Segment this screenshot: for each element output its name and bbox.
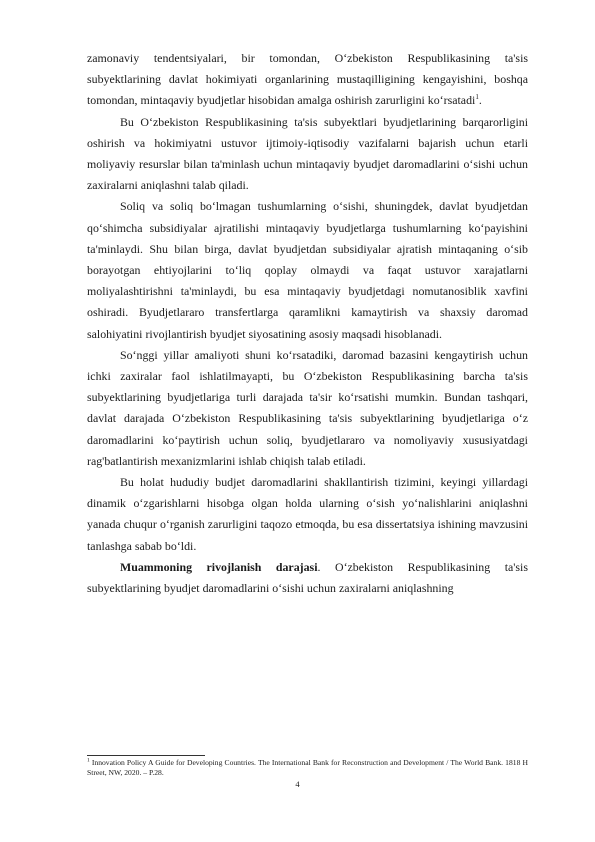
paragraph: So‘nggi yillar amaliyoti shuni ko‘rsatadiki, daromad bazasini kengaytirish uchun ichki zaxiralar faol ishlatilmayapti, bu O‘zbekiston Respublikasining barcha ta'sis subyektlarining byudjetlariga turli darajada ta'sir ko‘rsatishi mumkin. Bundan tashqari, davlat darajada O‘zbekiston Respublikasining ta'sis subyektlarining byudjetlariga o‘z daromadlarini ko‘paytirish uchun soliq, byudjetlararo va nomoliyaviy xususiyatdagi rag'batlantirish mexanizmlarini ishlab chiqish talab etiladi. — [87, 347, 528, 468]
footnote — [87, 758, 528, 779]
paragraph-text: zamonaviy tendentsiyalari, bir tomondan, O‘zbekiston Respublikasining ta'sis subyektlarining davlat hokimiyati organlarining mustaqilligining kengayishini, boshqa tomondan, mintaqaviy byudjetlar hisobidan amalga oshirish zarurligini ko‘rsatadi — [87, 51, 528, 108]
paragraph: Soliq va soliq bo‘lmagan tushumlarning o‘sishi, shuningdek, davlat byudjetdan qo‘shimcha subsidiyalar ajratilishi mintaqaviy byudjetlarga tushumlarning ko‘payishini ta'minlaydi. Shu bilan birga, davlat byudjetdan subsidiyalar ajratish mintaqaning o‘sib borayotgan ehtiyojlarini to‘liq qoplay olmaydi va faqat ustuvor xarajatlarni moliyalashtirishni ta'minlaydi, bu esa mintaqaviy byudjetdagi nomutanosiblik xavfini oshiradi. Byudjetlararo transfertlarga qaramlikni kamaytirish va shaxsiy daromad salohiyatini rivojlantirish byudjet siyosatining asosiy maqsadi hisoblanadi. — [87, 199, 528, 341]
paragraph: Bu holat hududiy budjet daromadlarini shakllantirish tizimini, keyingi yillardagi dinamik o‘zgarishlarni hisobga olgan holda ularning o‘sish yo‘nalishlarini aniqlashni yanada chuqur o‘rganish zarurligini taqozo etmoqda, bu esa dissertatsiya ishining mavzusini tanlashga sabab bo‘ldi. — [87, 475, 528, 553]
footnote-text: Innovation Policy A Guide for Developing Countries. The International Bank for Reconstruction and Development / The World Bank. 1818 H Street, NW, 2020. – P.28. — [87, 758, 528, 778]
page-number: 4 — [295, 779, 300, 789]
paragraph-text: . O‘zbekiston Respublikasining ta'sis subyektlarining byudjet daromadlarini o‘sishi uchun zaxiralarni aniqlashning — [87, 559, 528, 596]
paragraph — [87, 48, 528, 112]
body-text — [87, 48, 528, 599]
footnote-reference[interactable]: 1 — [475, 93, 479, 102]
footnote-divider — [87, 755, 205, 756]
paragraph: Bu O‘zbekiston Respublikasining ta'sis subyektlari byudjetlarining barqarorligini oshirish va hokimiyatni ustuvor ijtimoiy-iqtisodiy vazifalarni bajarish uchun etarli moliyaviy resurslar bilan ta'minlash uchun mintaqaviy byudjet daromadlarini o‘sishi uchun zaxiralarni aniqlashni talab qiladi. — [87, 114, 528, 193]
footnote-number: 1 — [87, 757, 90, 764]
paragraph — [87, 557, 528, 599]
paragraph-text: . — [478, 93, 482, 108]
section-heading: Muammoning rivojlanish darajasi — [120, 559, 318, 574]
